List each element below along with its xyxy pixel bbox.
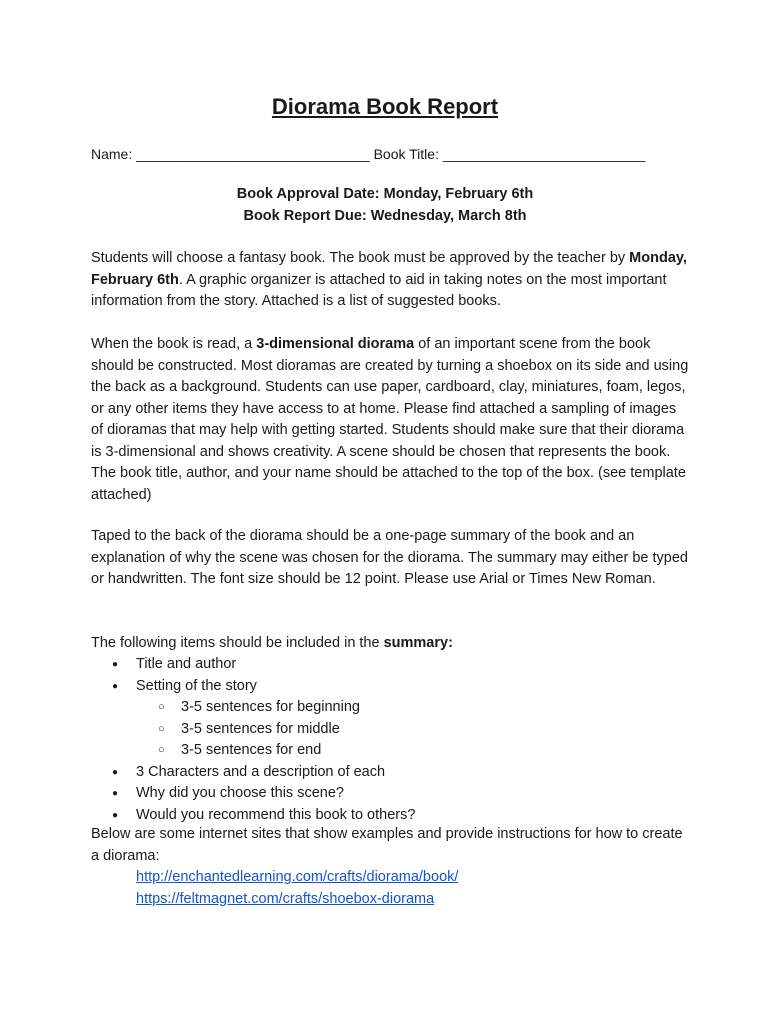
dates-block [0,184,770,227]
intro-paragraph [91,248,691,313]
list-item: ○ 3-5 sentences for middle [91,719,691,741]
list-item: ○ 3-5 sentences for beginning [91,697,691,719]
diorama-bold-term: 3-dimensional diorama [256,336,415,352]
name-and-book-title-line: Name: ______________________________ Book Title: __________________________ [91,146,646,162]
intro-bold-date: Monday, February 6th [91,250,687,288]
list-item: ● Would you recommend this book to others? [91,805,691,827]
list-item: ● 3 Characters and a description of each [91,762,691,784]
list-item: ○ 3-5 sentences for end [91,740,691,762]
document-title: Diorama Book Report [271,94,499,119]
intro-text-1: Students will choose a fantasy book. The book must be approved by the teacher by [91,250,630,266]
websites-paragraph: Below are some internet sites that show examples and provide instructions for how to create a diorama: [91,826,683,864]
list-item: ● Title and author [91,654,691,676]
list-item: ● Why did you choose this scene? [91,783,691,805]
summary-instructions-paragraph: Taped to the back of the diorama should be a one-page summary of the book and an explanation of why the scene was chosen for the diorama. The summary may either be typed or handwritten. The font size should be 12 point. Please use Arial or Times New Roman. [91,528,688,587]
summary-items-list [91,654,691,826]
summary-bold-word: summary: [383,635,453,651]
summary-items-intro [91,633,691,655]
due-date: Book Report Due: Wednesday, March 8th [243,207,527,224]
intro-text-2: . A graphic organizer is attached to aid in taking notes on the most important information from the story. Attached is a list of suggested books. [91,271,667,309]
feltmagnet-link[interactable]: https://feltmagnet.com/crafts/shoebox-diorama [136,890,435,907]
summary-intro-text: The following items should be included in the [91,635,384,651]
diorama-text-1: When the book is read, a [91,336,257,352]
diorama-paragraph [91,334,691,506]
diorama-text-2: of an important scene from the book should be constructed. Most dioramas are created by turning a shoebox on its side and using the back as a background. Students can use paper, cardboard, clay, miniatures, foam, legos, or any other items they have access to at home. Please find attached a sampling of images of dioramas that may help with getting started. Students should make sure that their diorama is 3-dimensional and shows creativity. A scene should be chosen that represents the book. The book title, author, and your name should be attached to the top of the box. (see template attached) [91,336,689,503]
enchantedlearning-link[interactable]: http://enchantedlearning.com/crafts/diorama/book/ [136,869,459,885]
links-block [136,867,458,910]
list-item: ● Setting of the story [91,676,691,698]
approval-date: Book Approval Date: Monday, February 6th [236,186,534,202]
